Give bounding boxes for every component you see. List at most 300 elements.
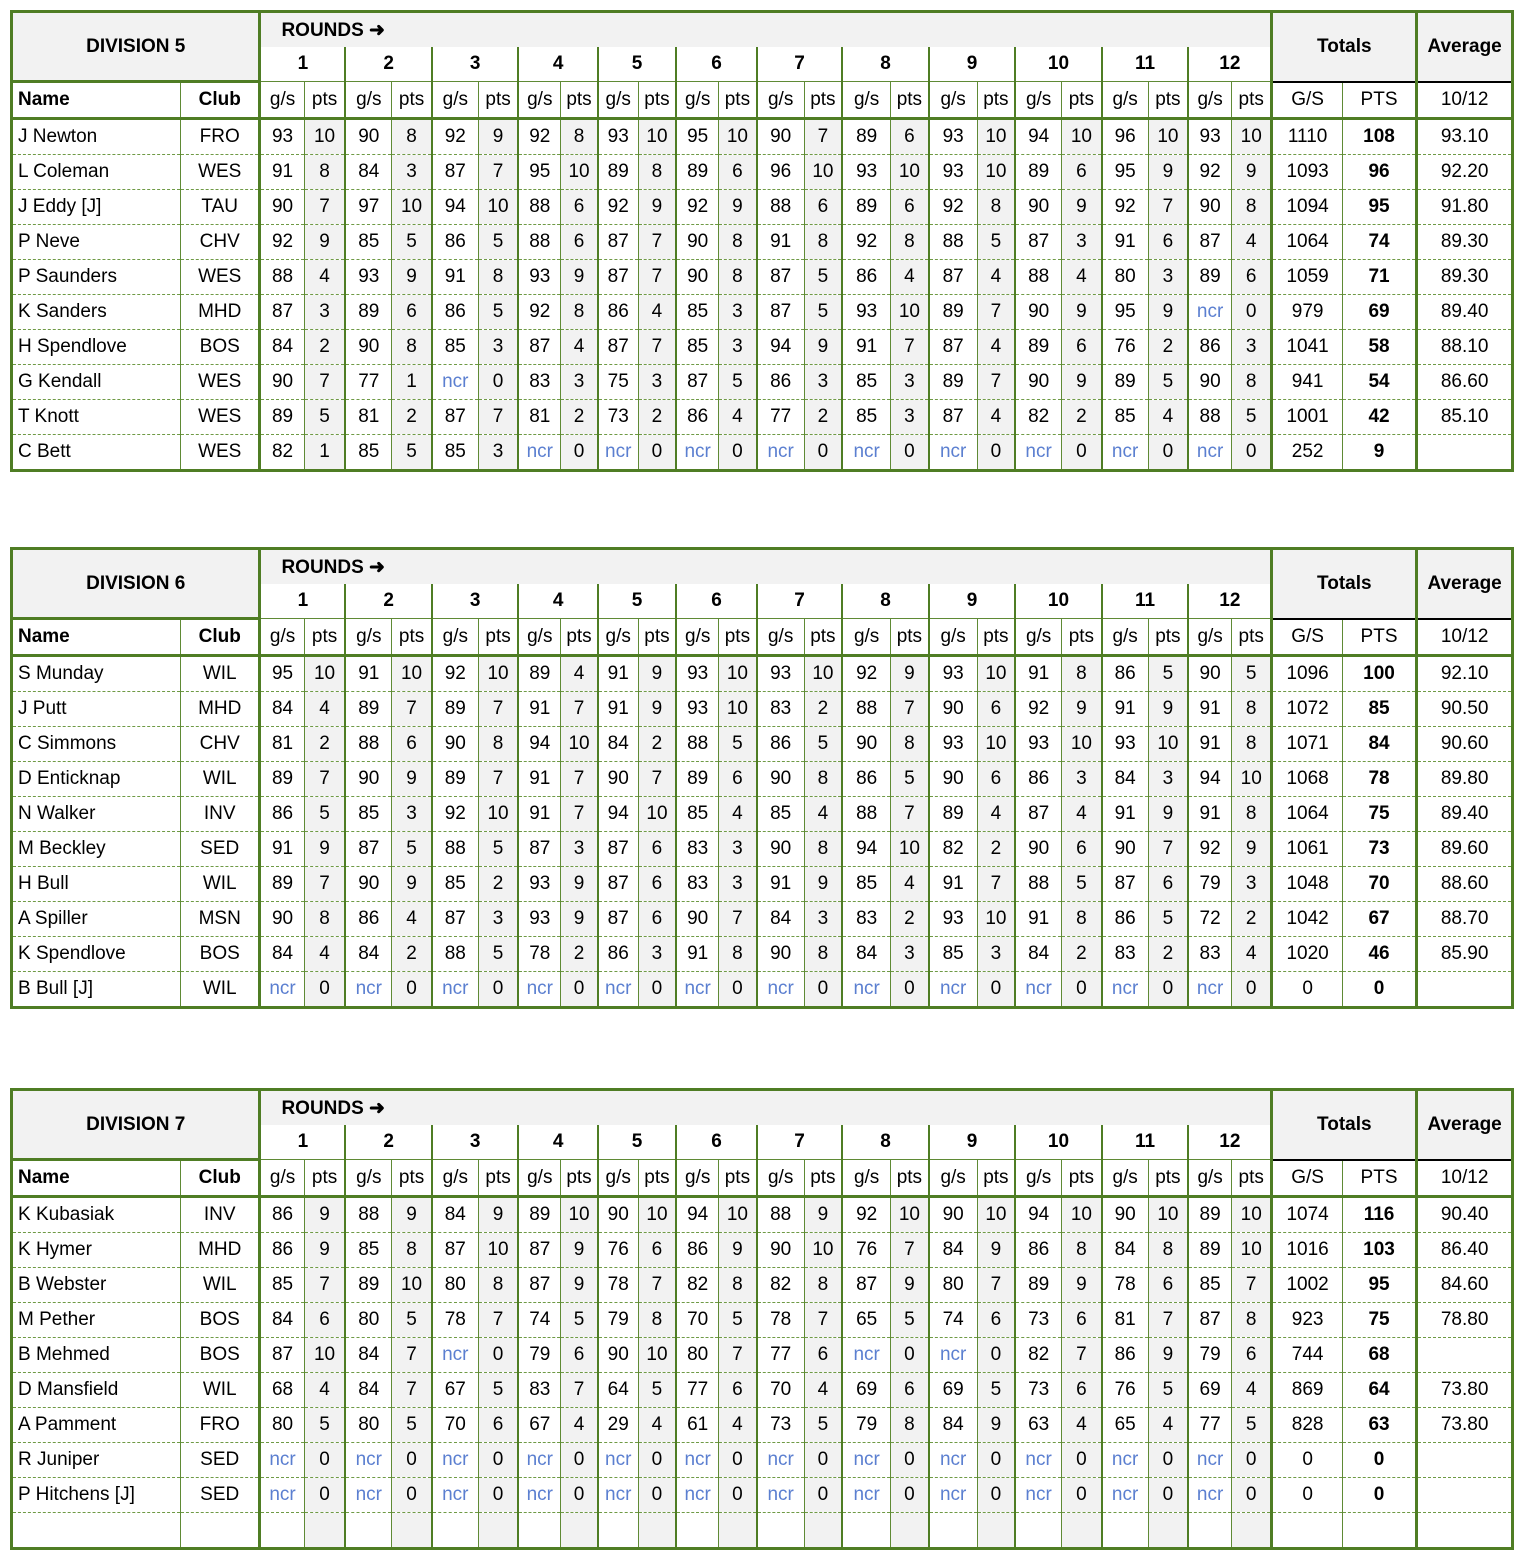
round-score: 86 [260,797,304,832]
round-score: ncr [1015,972,1061,1008]
round-score: 90 [929,762,977,797]
round-score: 92 [929,190,977,225]
round-score: 85 [432,435,478,471]
round-points: 9 [977,1408,1015,1443]
round-score: 91 [1188,727,1231,762]
round-points: 10 [304,119,345,155]
round-score: 78 [598,1268,638,1303]
player-club: WIL [180,867,259,902]
round-number: 5 [598,1125,676,1160]
round-score: 86 [1188,330,1231,365]
round-number: 8 [842,47,929,82]
round-score: 89 [842,190,890,225]
round-score: 90 [1015,832,1061,867]
round-points: 9 [1148,1338,1188,1373]
round-score: 95 [1102,155,1148,190]
round-score: 90 [598,1338,638,1373]
gs-column-header: g/s [260,82,304,119]
table-row [12,1268,1513,1303]
round-score: ncr [757,435,804,471]
round-points: 9 [478,119,518,155]
player-club: MSN [180,902,259,937]
round-score: 90 [260,190,304,225]
average-score: 88.10 [1417,330,1513,365]
gs-column-header: g/s [518,82,560,119]
round-score: 82 [676,1268,718,1303]
round-score: 87 [260,295,304,330]
round-score: 96 [1102,119,1148,155]
round-score: 94 [1015,1197,1061,1233]
player-name: M Beckley [12,832,181,867]
player-club: CHV [180,727,259,762]
table-row [12,1443,1513,1478]
round-points: 10 [719,656,757,692]
round-points: 5 [304,1408,345,1443]
round-points: 8 [1062,656,1102,692]
round-points: 7 [719,1338,757,1373]
round-score [260,1513,304,1549]
round-number: 9 [929,1125,1016,1160]
round-points [719,1513,757,1549]
round-points: 2 [1148,330,1188,365]
total-gs: 1094 [1272,190,1342,225]
table-row [12,1373,1513,1408]
player-name: J Newton [12,119,181,155]
total-gs: 1020 [1272,937,1342,972]
average-score: 78.80 [1417,1303,1513,1338]
round-points: 10 [1062,727,1102,762]
player-club: WES [180,365,259,400]
total-gs: 1072 [1272,692,1342,727]
player-club: WES [180,155,259,190]
round-points: 4 [561,656,598,692]
round-points: 0 [1232,972,1272,1008]
gs-column-header: g/s [598,1160,638,1197]
total-pts: 42 [1342,400,1416,435]
gs-column-header: g/s [1102,1160,1148,1197]
round-points: 7 [804,1303,842,1338]
gs-column-header: g/s [757,1160,804,1197]
round-points: 9 [1062,692,1102,727]
table-row [12,330,1513,365]
round-points: 6 [1232,1338,1272,1373]
round-points: 8 [1232,727,1272,762]
round-points: 7 [719,902,757,937]
total-pts: 64 [1342,1373,1416,1408]
round-score: 88 [345,1197,391,1233]
round-points: 7 [1232,1268,1272,1303]
round-points: 10 [638,1197,676,1233]
average-score: 85.90 [1417,937,1513,972]
round-score: 86 [1102,656,1148,692]
player-name: P Neve [12,225,181,260]
round-points: 10 [977,727,1015,762]
round-score: 87 [432,1233,478,1268]
round-score [1102,1513,1148,1549]
round-score: 70 [676,1303,718,1338]
round-score: 83 [518,1373,560,1408]
round-score: ncr [1015,435,1061,471]
total-pts: 69 [1342,295,1416,330]
round-score: 91 [260,155,304,190]
round-points: 4 [719,400,757,435]
pts-column-header: pts [392,1160,432,1197]
round-points: 2 [804,692,842,727]
round-score: 84 [260,692,304,727]
round-points: 0 [891,435,929,471]
round-score: 87 [260,1338,304,1373]
round-points: 10 [804,656,842,692]
total-gs: 1096 [1272,656,1342,692]
round-score: 92 [518,295,560,330]
round-points: 9 [392,762,432,797]
round-score: 84 [345,155,391,190]
round-points: 4 [719,1408,757,1443]
round-score: 86 [676,400,718,435]
round-points: 0 [804,435,842,471]
round-score: 86 [757,365,804,400]
player-name: A Spiller [12,902,181,937]
round-score: ncr [1102,1443,1148,1478]
round-score: 90 [598,762,638,797]
round-points: 9 [1148,692,1188,727]
round-points: 10 [1232,1197,1272,1233]
round-points: 5 [1062,867,1102,902]
round-points: 0 [891,972,929,1008]
pts-column-header: pts [891,82,929,119]
total-pts: 67 [1342,902,1416,937]
round-score: 89 [345,1268,391,1303]
round-points: 6 [392,727,432,762]
round-score: 69 [1188,1373,1231,1408]
round-score: 92 [1015,692,1061,727]
round-points: 0 [304,1478,345,1513]
round-score: 69 [842,1373,890,1408]
round-score: 85 [929,937,977,972]
round-points: 9 [1062,190,1102,225]
player-name: N Walker [12,797,181,832]
round-points: 0 [1148,972,1188,1008]
round-score: 95 [1102,295,1148,330]
round-points: 9 [478,1197,518,1233]
table-row [12,119,1513,155]
average-sub-header: 10/12 [1417,619,1513,656]
gs-column-header: g/s [1188,1160,1231,1197]
round-score: 91 [1015,656,1061,692]
round-points: 0 [977,435,1015,471]
average-score: 89.30 [1417,260,1513,295]
round-score: 78 [518,937,560,972]
round-points: 2 [1148,937,1188,972]
rounds-label: ROUNDS ➜ [260,12,1272,48]
round-points: 9 [392,260,432,295]
round-points: 0 [638,972,676,1008]
round-points: 9 [719,190,757,225]
round-number: 10 [1015,584,1102,619]
average-header: Average [1417,12,1513,82]
round-score: 84 [1102,1233,1148,1268]
pts-column-header: pts [561,1160,598,1197]
round-points: 9 [1062,365,1102,400]
round-score: ncr [345,972,391,1008]
round-points: 5 [1148,1373,1188,1408]
round-points: 5 [804,260,842,295]
round-score: 87 [929,260,977,295]
round-score: 87 [432,155,478,190]
gs-column-header: g/s [1188,82,1231,119]
player-name: H Bull [12,867,181,902]
player-club: SED [180,1478,259,1513]
round-points: 7 [891,692,929,727]
total-pts: 103 [1342,1233,1416,1268]
round-points: 9 [1148,797,1188,832]
round-score: 91 [518,692,560,727]
round-points: 0 [719,972,757,1008]
round-score: 84 [598,727,638,762]
pts-column-header: pts [304,619,345,656]
player-name: K Sanders [12,295,181,330]
round-points: 7 [561,762,598,797]
round-points: 7 [804,119,842,155]
round-score: ncr [929,1338,977,1373]
round-score: 80 [1102,260,1148,295]
average-score: 89.40 [1417,797,1513,832]
round-points: 10 [977,656,1015,692]
round-points: 7 [392,1338,432,1373]
round-points: 4 [392,902,432,937]
average-score: 73.80 [1417,1408,1513,1443]
round-points: 8 [304,155,345,190]
round-score: ncr [842,1443,890,1478]
rounds-label: ROUNDS ➜ [260,549,1272,585]
round-score: 84 [432,1197,478,1233]
name-column-header: Name [12,1160,181,1197]
total-gs: 1068 [1272,762,1342,797]
round-points: 3 [478,435,518,471]
average-header: Average [1417,1090,1513,1160]
round-points: 0 [891,1478,929,1513]
round-score: 86 [432,225,478,260]
round-points: 7 [1148,1303,1188,1338]
round-points: 5 [1232,1408,1272,1443]
round-score: 72 [1188,902,1231,937]
round-score: 85 [842,365,890,400]
round-points: 4 [1148,400,1188,435]
round-score: ncr [432,1478,478,1513]
round-points: 7 [1148,832,1188,867]
round-score: 87 [598,225,638,260]
round-score: 91 [757,867,804,902]
round-score: 89 [432,692,478,727]
round-score: 83 [676,867,718,902]
round-points: 2 [638,727,676,762]
round-number: 11 [1102,584,1189,619]
round-score: 85 [345,1233,391,1268]
round-points: 5 [804,727,842,762]
table-row [12,225,1513,260]
round-score: 79 [1188,1338,1231,1373]
total-pts: 95 [1342,190,1416,225]
pts-column-header: pts [478,619,518,656]
average-score: 92.20 [1417,155,1513,190]
round-points: 7 [977,1268,1015,1303]
round-points: 8 [891,1408,929,1443]
round-score: 84 [1102,762,1148,797]
round-score: 79 [842,1408,890,1443]
totals-header: Totals [1272,549,1417,619]
total-gs: 1093 [1272,155,1342,190]
round-points: 8 [719,937,757,972]
gs-column-header: g/s [518,1160,560,1197]
round-score: ncr [1188,1478,1231,1513]
round-number: 4 [518,1125,597,1160]
round-points: 0 [1062,972,1102,1008]
round-score: 93 [260,119,304,155]
round-points: 2 [1062,400,1102,435]
gs-column-header: g/s [432,619,478,656]
round-score: 89 [929,365,977,400]
round-score: 87 [1102,867,1148,902]
round-points: 5 [478,1373,518,1408]
round-points: 3 [478,902,518,937]
round-points: 6 [1148,225,1188,260]
gs-column-header: g/s [1102,82,1148,119]
round-score: 85 [676,295,718,330]
round-points: 8 [804,937,842,972]
table-row [12,656,1513,692]
total-gs: 979 [1272,295,1342,330]
round-score: 88 [757,190,804,225]
round-points: 7 [392,692,432,727]
round-points: 8 [638,1303,676,1338]
round-score: 68 [260,1373,304,1408]
round-score: 80 [345,1408,391,1443]
round-points: 5 [719,1303,757,1338]
player-name: K Kubasiak [12,1197,181,1233]
total-pts: 100 [1342,656,1416,692]
total-gs: 252 [1272,435,1342,471]
round-score: ncr [1188,972,1231,1008]
round-points: 6 [891,190,929,225]
average-score: 73.80 [1417,1373,1513,1408]
round-score: 64 [598,1373,638,1408]
round-score: 73 [598,400,638,435]
round-number: 7 [757,47,842,82]
round-score: 80 [345,1303,391,1338]
round-score: 90 [260,902,304,937]
total-pts: 75 [1342,1303,1416,1338]
round-score: 76 [1102,1373,1148,1408]
gs-column-header: g/s [1015,1160,1061,1197]
round-points: 5 [392,1408,432,1443]
round-points: 10 [304,1338,345,1373]
round-score: ncr [1188,295,1231,330]
pts-column-header: pts [638,619,676,656]
round-points: 9 [1062,295,1102,330]
player-name: K Hymer [12,1233,181,1268]
division-title: DIVISION 5 [12,12,260,82]
round-score: ncr [345,1478,391,1513]
round-score: 90 [1188,365,1231,400]
round-points: 6 [1062,155,1102,190]
round-score: ncr [757,1478,804,1513]
round-number: 7 [757,1125,842,1160]
round-points: 6 [638,832,676,867]
round-score: 90 [1102,832,1148,867]
round-points [392,1513,432,1549]
pts-column-header: pts [638,1160,676,1197]
player-club: CHV [180,225,259,260]
round-points: 10 [1062,119,1102,155]
round-score: 90 [345,330,391,365]
round-points: 0 [561,1443,598,1478]
gs-column-header: g/s [1102,619,1148,656]
table-row [12,727,1513,762]
round-score: 90 [1188,190,1231,225]
round-score: 90 [757,937,804,972]
total-pts: 96 [1342,155,1416,190]
round-points: 10 [638,119,676,155]
round-score: 90 [676,225,718,260]
round-points: 8 [1232,692,1272,727]
round-score: 85 [1102,400,1148,435]
round-points: 8 [719,1268,757,1303]
average-score: 86.60 [1417,365,1513,400]
round-points: 10 [638,1338,676,1373]
round-score: 78 [757,1303,804,1338]
player-name: B Bull [J] [12,972,181,1008]
player-club: WES [180,435,259,471]
round-number: 6 [676,47,756,82]
player-club: WIL [180,1373,259,1408]
pts-column-header: pts [478,82,518,119]
round-number: 11 [1102,1125,1189,1160]
round-points: 10 [561,155,598,190]
round-points: 8 [1232,797,1272,832]
round-score: 87 [929,330,977,365]
round-points: 0 [392,972,432,1008]
round-score: 88 [432,832,478,867]
round-points: 7 [561,1373,598,1408]
round-score: 91 [518,762,560,797]
round-points: 5 [561,1303,598,1338]
round-points: 9 [304,1197,345,1233]
round-points: 2 [638,400,676,435]
round-score: 94 [598,797,638,832]
round-score: 87 [518,1268,560,1303]
table-row [12,692,1513,727]
round-score: ncr [929,1478,977,1513]
average-score [1417,972,1513,1008]
round-score: 89 [676,155,718,190]
round-points: 4 [304,260,345,295]
round-score: 89 [345,295,391,330]
table-row [12,365,1513,400]
pts-column-header: pts [304,1160,345,1197]
round-points: 0 [1148,435,1188,471]
total-pts: 70 [1342,867,1416,902]
total-gs: 923 [1272,1303,1342,1338]
round-points: 7 [638,260,676,295]
round-score: ncr [1102,1478,1148,1513]
round-score: 90 [345,119,391,155]
round-points: 0 [891,1338,929,1373]
round-points: 10 [1232,1233,1272,1268]
round-score: ncr [842,972,890,1008]
round-points: 5 [392,435,432,471]
round-points: 5 [392,832,432,867]
round-score: 82 [929,832,977,867]
